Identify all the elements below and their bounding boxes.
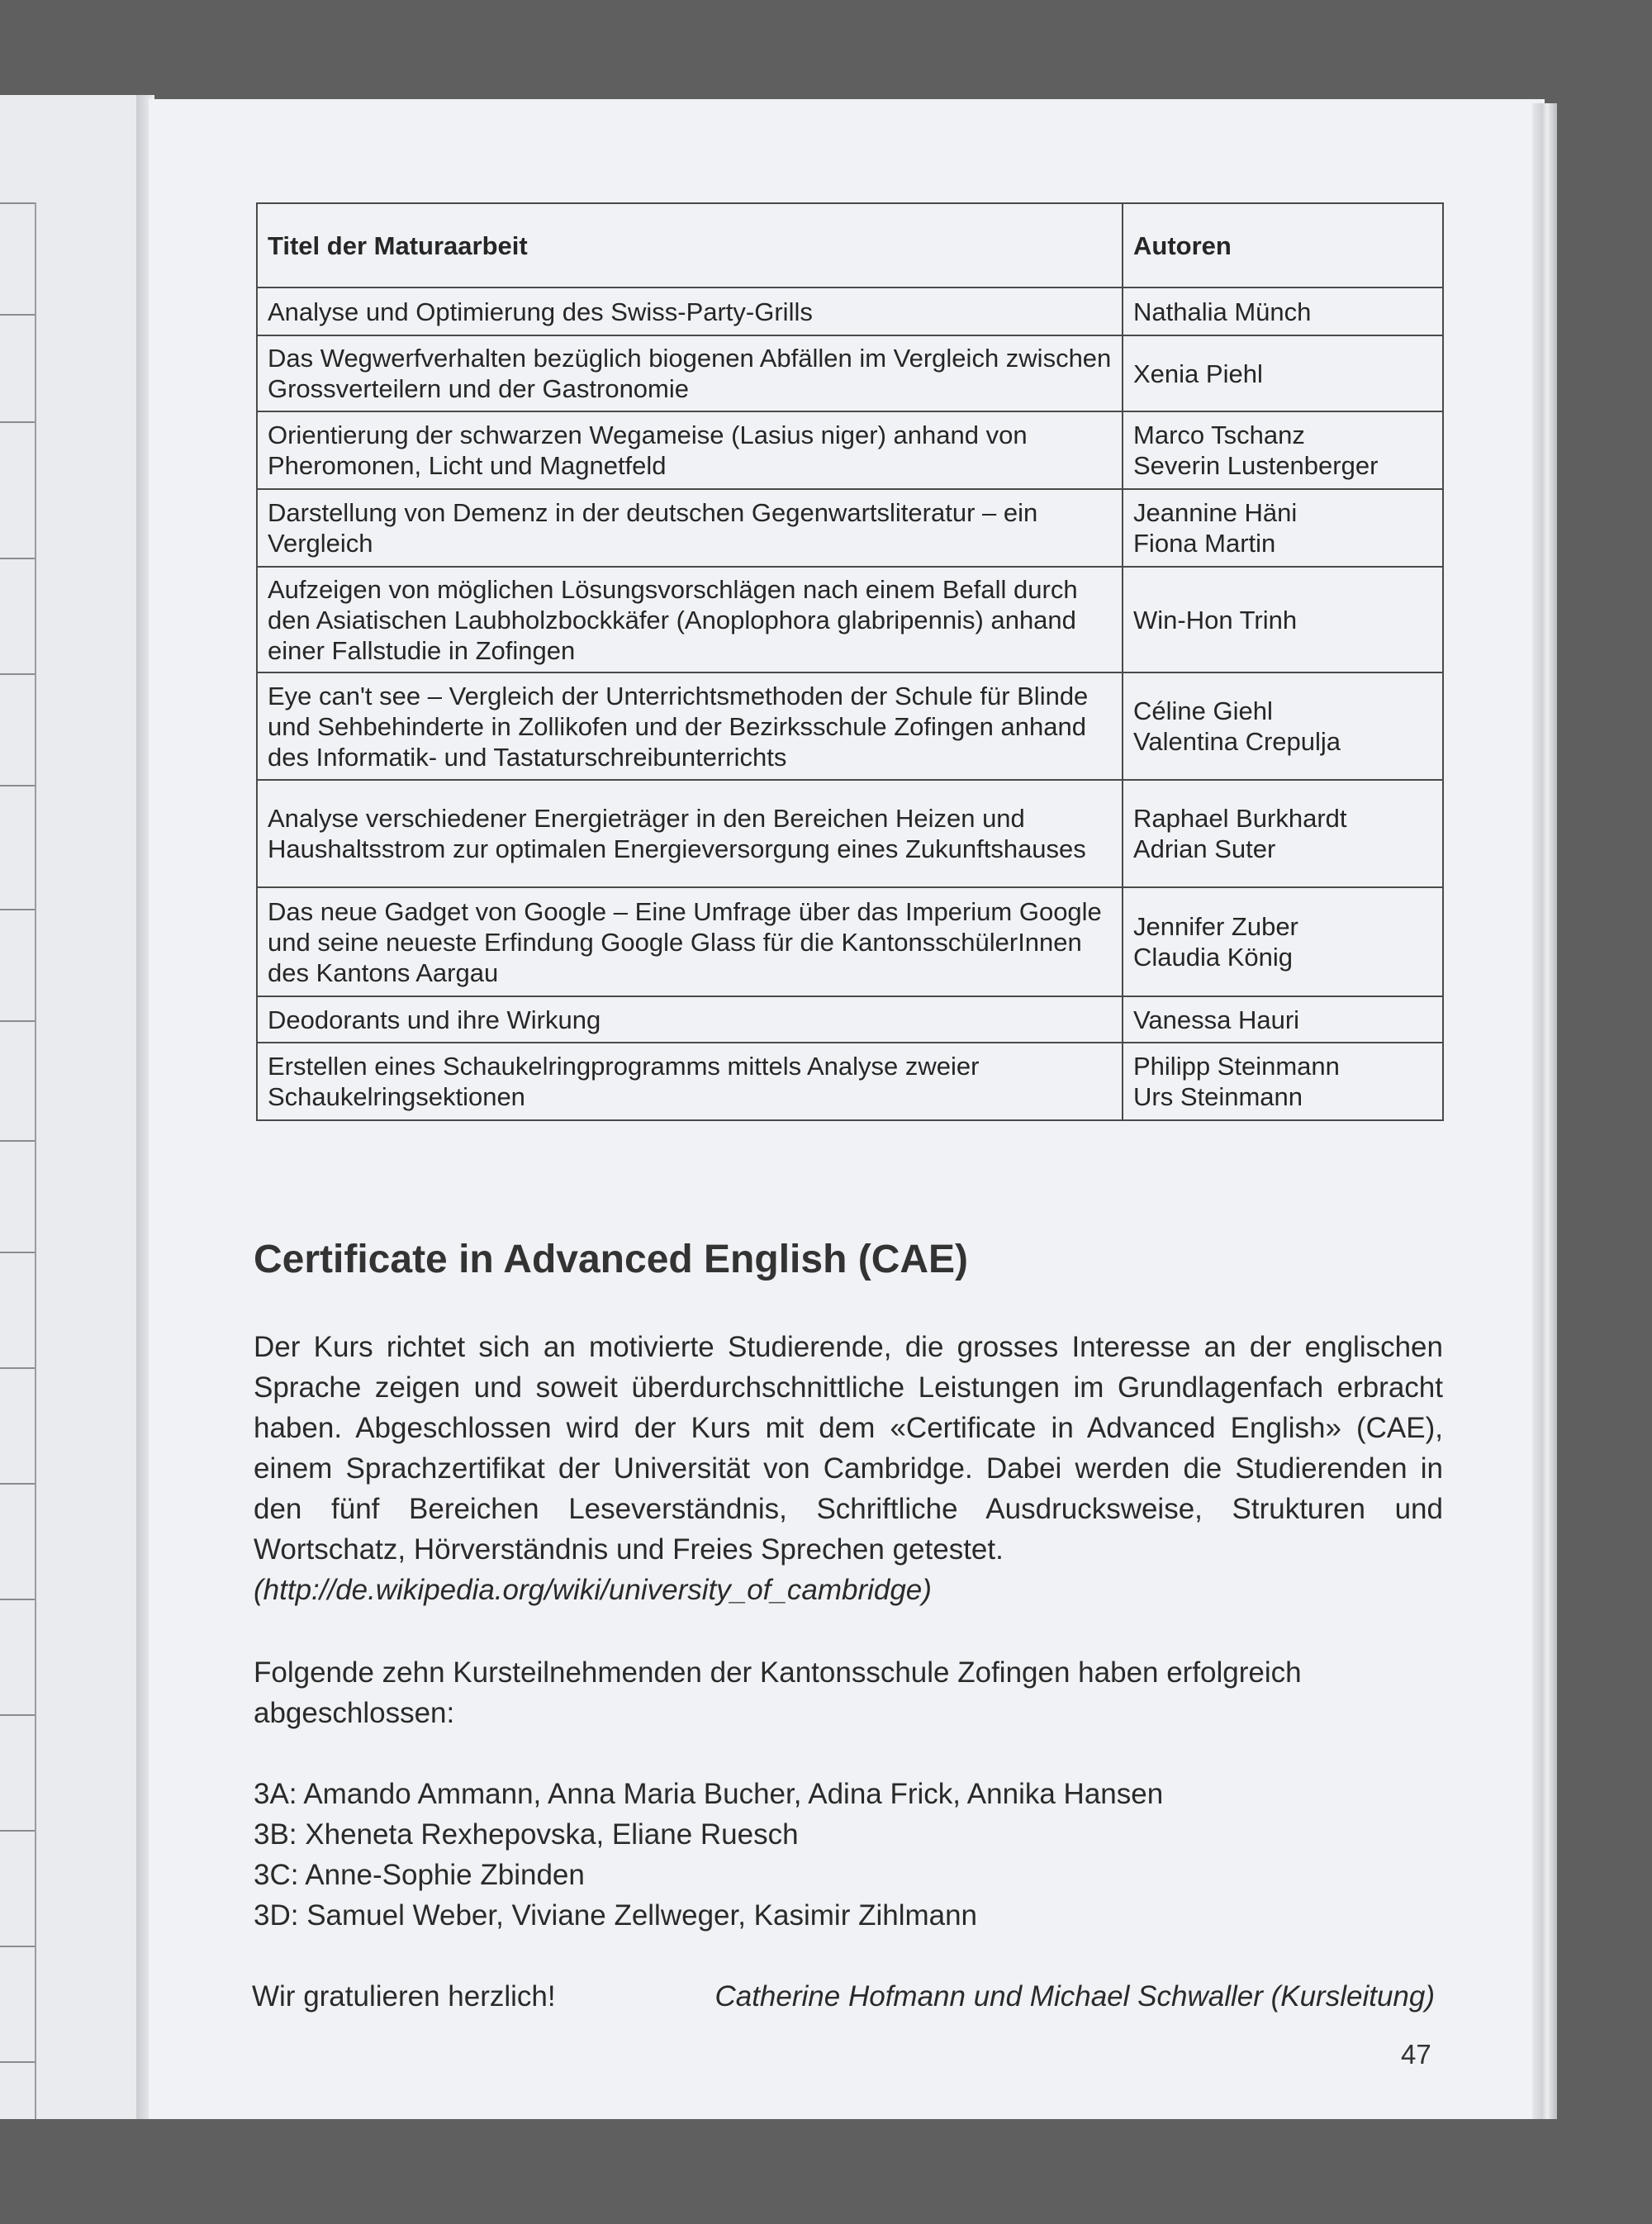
- work-authors: [1123, 335, 1443, 411]
- work-authors: [1123, 996, 1443, 1043]
- matura-table: [256, 202, 1444, 1121]
- table-row: [257, 887, 1443, 996]
- author: Severin Lustenberger: [1133, 451, 1379, 480]
- source-link: (http://de.wikipedia.org/wiki/university_of_cambridge): [254, 1574, 932, 1606]
- closing-line: [252, 1979, 1435, 2015]
- intro-text: [254, 1652, 1443, 1733]
- table-header-row: [257, 203, 1443, 288]
- section-heading: Certificate in Advanced English (CAE): [254, 1238, 969, 1281]
- column-header-title: Titel der Maturaarbeit: [257, 203, 1123, 288]
- author: Win-Hon Trinh: [1133, 605, 1298, 634]
- work-authors: [1123, 288, 1443, 335]
- author: Marco Tschanz: [1133, 421, 1305, 449]
- work-title: Darstellung von Demenz in der deutschen Gegenwartsliteratur – ein Vergleich: [257, 489, 1123, 567]
- work-title: Erstellen eines Schaukelringprogramms mittels Analyse zweier Schaukelringsektionen: [257, 1043, 1123, 1120]
- author: Raphael Burkhardt: [1133, 804, 1347, 833]
- table-row: [257, 996, 1443, 1043]
- list-item: 3A: Amando Ammann, Anna Maria Bucher, Adina Frick, Annika Hansen: [254, 1778, 1164, 1810]
- table-row: [257, 288, 1443, 335]
- table-row: [257, 489, 1443, 567]
- author: Valentina Crepulja: [1133, 727, 1341, 756]
- work-authors: [1123, 780, 1443, 887]
- list-item: 3C: Anne-Sophie Zbinden: [254, 1859, 585, 1891]
- work-title: Orientierung der schwarzen Wegameise (Lasius niger) anhand von Pheromonen, Licht und Magnetfeld: [257, 411, 1123, 489]
- table-row: [257, 567, 1443, 672]
- author: Fiona Martin: [1133, 529, 1276, 558]
- author: Céline Giehl: [1133, 696, 1273, 725]
- left-page-edge: [0, 95, 145, 2119]
- page-number: 47: [1401, 2039, 1431, 2070]
- table-row: [257, 411, 1443, 489]
- table-row: [257, 335, 1443, 411]
- work-title: Analyse verschiedener Energieträger in den Bereichen Heizen und Haushaltsstrom zur optimalen Energieversorgung eines Zukunftshauses: [257, 780, 1123, 887]
- work-authors: [1123, 489, 1443, 567]
- page-edge: [1532, 103, 1557, 2119]
- congratulations: Wir gratulieren herzlich!: [252, 1980, 556, 2013]
- column-header-authors: Autoren: [1123, 203, 1443, 288]
- work-title: Das neue Gadget von Google – Eine Umfrage über das Imperium Google und seine neueste Erfindung Google Glass für die KantonsschülerInnen des Kantons Aargau: [257, 887, 1123, 996]
- author: Adrian Suter: [1133, 834, 1276, 863]
- work-title: Aufzeigen von möglichen Lösungsvorschlägen nach einem Befall durch den Asiatischen Laubholzbockkäfer (Anoplophora glabripennis) anhand einer Fallstudie in Zofingen: [257, 567, 1123, 672]
- list-item: 3D: Samuel Weber, Viviane Zellweger, Kasimir Zihlmann: [254, 1899, 978, 1932]
- work-title: Eye can't see – Vergleich der Unterrichtsmethoden der Schule für Blinde und Sehbehinderte in Zollikofen und der Bezirksschule Zofingen anhand des Informatik- und Tastaturschreibunterrichts: [257, 672, 1123, 780]
- author: Xenia Piehl: [1133, 359, 1263, 388]
- work-authors: [1123, 567, 1443, 672]
- author: Nathalia Münch: [1133, 297, 1312, 326]
- work-authors: [1123, 887, 1443, 996]
- author: Claudia König: [1133, 943, 1294, 972]
- table-row: [257, 672, 1443, 780]
- section-body: [254, 1327, 1443, 1610]
- list-item: 3B: Xheneta Rexhepovska, Eliane Ruesch: [254, 1818, 799, 1851]
- work-authors: [1123, 672, 1443, 780]
- table-row: [257, 1043, 1443, 1120]
- work-title: Deodorants und ihre Wirkung: [257, 996, 1123, 1043]
- author: Jeannine Häni: [1133, 498, 1298, 527]
- description-paragraph: Der Kurs richtet sich an motivierte Studierende, die grosses Interesse an der englischen Sprache zeigen und soweit überdurchschnittliche Leistungen im Grundlagenfach erbracht haben. Abgeschlossen wird der Kurs mit dem «Certificate in Advanced English» (CAE), einem Sprachzertifikat der Universität von Cambridge. Dabei werden die Studierenden in den fünf Bereichen Leseverständnis, Schriftliche Ausdrucksweise, Strukturen und Wortschatz, Hörverständnis und Freies Sprechen getestet.: [254, 1331, 1443, 1566]
- intro-paragraph: Folgende zehn Kursteilnehmenden der Kantonsschule Zofingen haben erfolgreich abgeschlossen:: [254, 1656, 1302, 1729]
- table-row: [257, 780, 1443, 887]
- class-list: [254, 1774, 1443, 1936]
- work-authors: [1123, 1043, 1443, 1120]
- author: Vanessa Hauri: [1133, 1005, 1300, 1034]
- author: Urs Steinmann: [1133, 1082, 1303, 1111]
- work-authors: [1123, 411, 1443, 489]
- author: Philipp Steinmann: [1133, 1052, 1340, 1081]
- author: Jennifer Zuber: [1133, 912, 1298, 941]
- work-title: Das Wegwerfverhalten bezüglich biogenen Abfällen im Vergleich zwischen Grossverteilern und der Gastronomie: [257, 335, 1123, 411]
- work-title: Analyse und Optimierung des Swiss-Party-Grills: [257, 288, 1123, 335]
- signature: Catherine Hofmann und Michael Schwaller (Kursleitung): [714, 1980, 1435, 2013]
